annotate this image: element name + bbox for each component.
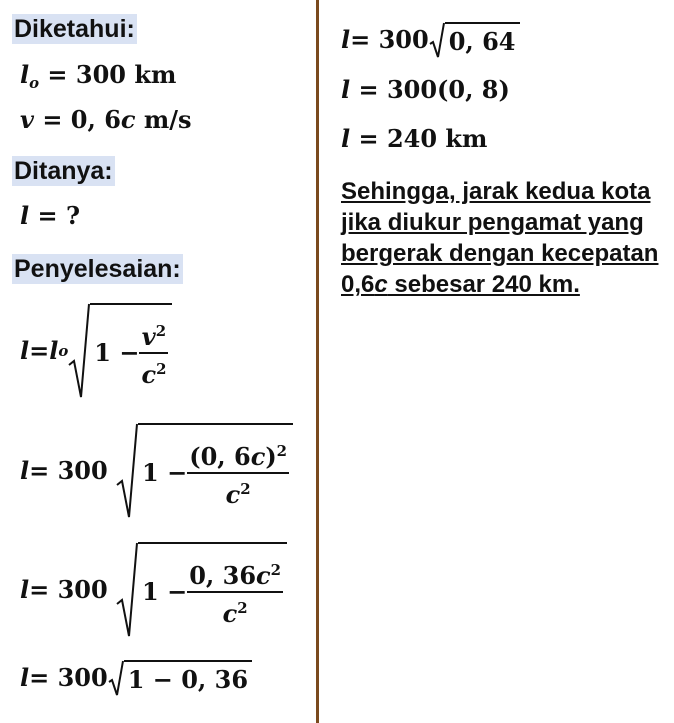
equation-4	[20, 660, 252, 696]
eq2-num-c: c	[250, 442, 266, 471]
equation-7	[341, 124, 487, 154]
eq6-rhs: = 300(0, 8)	[350, 75, 510, 104]
eq3-den-exp: 2	[237, 599, 248, 617]
given-distance-eq	[20, 60, 176, 98]
eq1-lhs: l	[20, 336, 30, 365]
conclusion-text	[341, 176, 671, 300]
eq2-fraction	[187, 436, 289, 510]
radical-icon	[68, 303, 90, 399]
eq2-rhs: = 300	[29, 456, 108, 485]
lo-value: = 300 km	[47, 60, 177, 89]
eq3-one-minus: 1 −	[142, 577, 188, 606]
l-symbol: l	[20, 201, 30, 230]
eq1-den-exp: 2	[156, 360, 167, 378]
eq1-equals: =	[29, 336, 50, 365]
eq2-den: c	[225, 479, 241, 509]
asked-eq	[20, 201, 80, 231]
eq1-lo: l	[49, 336, 59, 365]
eq2-lhs: l	[20, 456, 30, 485]
equation-6	[341, 75, 510, 105]
l-unknown: = ?	[37, 201, 81, 230]
conclusion-part-b: sebesar 240 km.	[387, 271, 580, 298]
eq6-lhs: l	[341, 75, 351, 104]
eq3-num: 0, 36	[189, 561, 257, 590]
equation-2	[20, 423, 293, 519]
eq5-lhs: l	[341, 25, 351, 54]
eq7-lhs: l	[341, 124, 351, 153]
eq3-sqrt	[116, 542, 287, 638]
radical-icon	[108, 660, 124, 696]
eq3-lhs: l	[20, 575, 30, 604]
v-value: = 0, 6	[42, 105, 121, 134]
eq2-sqrt	[116, 423, 293, 519]
equation-5	[341, 22, 520, 58]
conclusion-part-a: Sehingga, jarak kedua kota jika diukur pengamat yang bergerak dengan kecepatan 0,6	[341, 178, 659, 298]
conclusion-c: c	[374, 271, 388, 298]
eq3-rhs: = 300	[29, 575, 108, 604]
eq4-rhs: = 300	[29, 663, 108, 692]
equation-1	[20, 303, 172, 399]
eq5-rhs: = 300	[350, 25, 429, 54]
eq1-den: c	[141, 359, 157, 389]
asked-header: Ditanya:	[14, 157, 113, 185]
v-c: c	[120, 105, 136, 134]
column-divider	[316, 0, 319, 723]
lo-subscript: o	[29, 73, 40, 92]
v-unit: m/s	[135, 105, 192, 134]
eq5-sqrt	[429, 22, 520, 58]
given-velocity-eq	[20, 105, 192, 135]
eq2-num-exp: 2	[276, 442, 288, 461]
eq1-num-exp: 2	[155, 322, 167, 341]
eq4-lhs: l	[20, 663, 30, 692]
eq4-radicand: 1 − 0, 36	[124, 660, 252, 696]
eq3-fraction	[187, 555, 283, 629]
eq2-num-close: )	[265, 442, 277, 471]
eq1-fraction	[139, 316, 168, 390]
radical-icon	[429, 22, 445, 58]
eq1-lo-sub: o	[58, 342, 69, 360]
lo-symbol: l	[20, 60, 30, 89]
eq2-den-exp: 2	[240, 480, 251, 498]
eq3-num-c: c	[256, 561, 271, 590]
eq3-num-exp: 2	[270, 561, 282, 580]
equation-3	[20, 542, 287, 638]
radical-icon	[116, 542, 138, 638]
radical-icon	[116, 423, 138, 519]
v-symbol: v	[20, 105, 34, 134]
eq5-radicand: 0, 64	[445, 22, 520, 58]
eq2-num-open: (0, 6	[189, 442, 251, 471]
eq1-one-minus: 1 −	[94, 338, 140, 367]
eq7-rhs: = 240 km	[350, 124, 488, 153]
given-header: Diketahui:	[14, 15, 135, 43]
eq1-sqrt	[68, 303, 172, 399]
solution-header: Penyelesaian:	[14, 255, 181, 283]
eq4-sqrt	[108, 660, 252, 696]
eq2-one-minus: 1 −	[142, 458, 188, 487]
eq1-num: v	[141, 322, 156, 351]
eq3-den: c	[222, 598, 238, 628]
